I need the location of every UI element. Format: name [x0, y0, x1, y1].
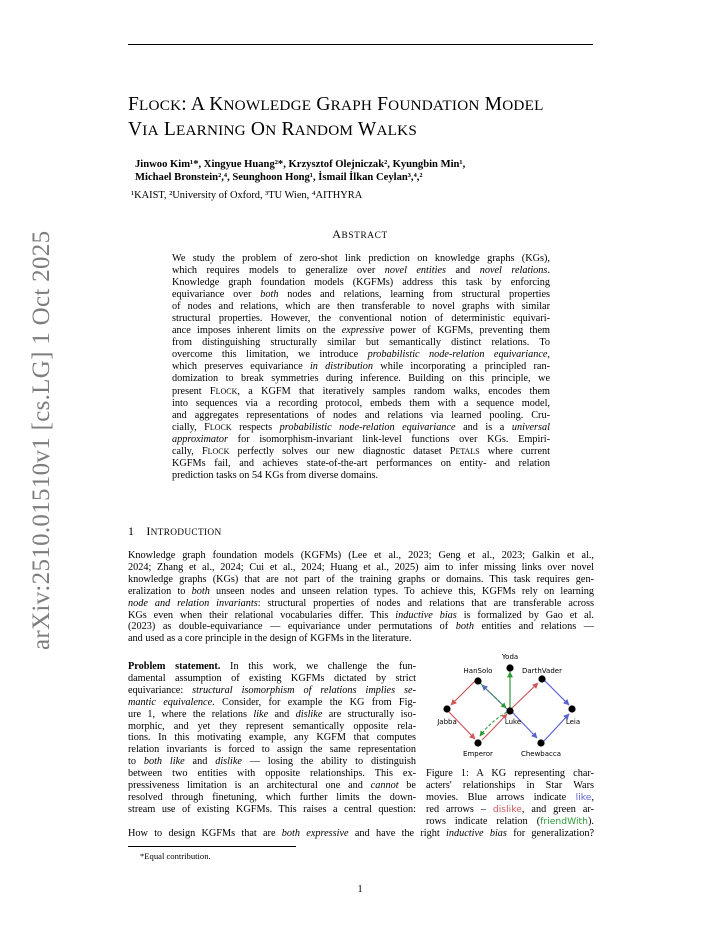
arxiv-stamp: arXiv:2510.01510v1 [cs.LG] 1 Oct 2025	[28, 230, 55, 650]
text-line: cially, FLOCK respects probabilistic node-relation equivariance and is a universal	[172, 421, 550, 433]
text-line: equivariance over both nodes and relations, learning from structural properties	[172, 289, 550, 301]
text-line: between two entities with opposite relationships. This ex-	[128, 768, 416, 780]
section-heading-introduction	[128, 524, 222, 539]
text-line: approximator for isomorphism-invariant link-level functions over KGs. Empiri-	[172, 433, 550, 445]
caption-text: ).	[588, 815, 594, 827]
edge-hansolo-jabba	[451, 680, 476, 705]
header-rule	[128, 44, 593, 45]
text-line: damental assumption of existing KGFMs dictated by strict	[128, 672, 416, 684]
footnote-rule	[128, 846, 296, 847]
label-leia: Leia	[565, 718, 581, 726]
text-line: eralization to both unseen nodes and unseen relation types. To achieve this, KGFMs rely on learning	[128, 585, 594, 597]
label-chewbacca: Chewbacca	[520, 750, 562, 758]
section-title: INTRODUCTION	[146, 524, 222, 538]
text-line: node and relation invariants: structural properties of nodes and relations that are transferable across	[128, 597, 594, 609]
edge-emperor-luke	[482, 714, 507, 740]
text-line: Problem statement. In this work, we challenge the fun-	[128, 661, 417, 672]
authors-line-2: Michael Bronstein²,⁴, Seunghoon Hong¹, İsmail İlkan Ceylan³,⁴,²	[135, 172, 423, 183]
label-hansolo: HanSolo	[463, 667, 493, 675]
node-hansolo	[474, 677, 481, 684]
figure-1-knowledge-graph	[430, 648, 596, 762]
abstract-heading: ABSTRACT	[332, 227, 388, 241]
text-line: ance imposes inherent limits on the expressive power of KGFMs, preventing them	[172, 325, 550, 337]
text-line: Knowledge graph foundation models (KGFMs) address this task by enforcing	[172, 277, 550, 289]
text-line: KGs even when their relational vocabularies differ. This inductive bias is formalized by Gao et al.	[128, 609, 594, 621]
caption-line	[426, 816, 594, 828]
node-darthvader	[538, 675, 545, 682]
edge-darthvader-leia	[544, 680, 569, 705]
text-line: from distinguishing structurally similar but semantically distinct relations. To	[172, 337, 550, 349]
text-line: We study the problem of zero-shot link prediction on knowledge graphs (KGs),	[172, 253, 550, 264]
text-line: structural properties. However, the conventional notion of deterministic equivari-	[172, 313, 550, 325]
text-line: which preserves equivariance in distribution while incorporating a principled ran-	[172, 361, 550, 373]
label-emperor: Emperor	[463, 750, 493, 758]
text-line: of nodes and relations, which are then transferable to novel graphs with similar	[172, 301, 550, 313]
section-number: 1	[128, 524, 135, 538]
abstract-body	[172, 253, 550, 482]
caption-text: movies. Blue arrows indicate	[426, 791, 576, 803]
authors-line-1: Jinwoo Kim¹*, Xingyue Huang²*, Krzysztof Olejniczak², Kyungbin Min¹,	[135, 159, 466, 170]
text-line: resolved through finetuning, which further limits the down-	[128, 791, 416, 803]
edge-luke-darthvader	[511, 683, 538, 709]
node-leia	[568, 705, 575, 712]
text-line: cally, FLOCK perfectly solves our new diagnostic dataset PETALS where current	[172, 445, 550, 457]
caption-line	[426, 792, 594, 804]
node-jabba	[443, 705, 450, 712]
like-term: like	[575, 791, 592, 803]
label-jabba: Jabba	[437, 718, 457, 726]
text-line: and aggregates representations of nodes and relations via learned pooling. Cru-	[172, 409, 550, 421]
text-line: present FLOCK, a KGFM that iteratively samples random walks, encodes them	[172, 385, 550, 397]
caption-line: acters' relationships in Star Wars	[426, 779, 594, 791]
text-line: relation invariants is forced to assign the same representation	[128, 744, 416, 756]
text-line: (2023) as double-equivariance — equivariance under permutations of both entities and relations —	[128, 621, 594, 633]
text-line: stream use of existing KGFMs. This raises a central question:	[128, 803, 416, 815]
problem-heading: Problem statement.	[128, 661, 221, 672]
paper-title	[128, 93, 544, 143]
author-list	[135, 158, 465, 184]
text-line: 2024; Zhang et al., 2024; Cui et al., 2024; Huang et al., 2025) aim to infer missing links over novel	[128, 561, 594, 573]
introduction-paragraph	[128, 550, 594, 645]
text-line: tions. In this motivating example, any KGFM that computes	[128, 732, 416, 744]
friendwith-term: friendWith	[540, 815, 589, 827]
text-line: which requires models to generalize over novel entities and novel relations.	[172, 265, 550, 277]
text-line: ure 1, where the relations like and dislike are structurally iso-	[128, 708, 416, 720]
caption-line: Figure 1: A KG representing char-	[426, 768, 594, 779]
node-emperor	[474, 739, 481, 746]
label-luke: Luke	[504, 718, 522, 726]
text-line: morphic, and yet they represent semantically opposite rela-	[128, 720, 416, 732]
text-line: equivariance: structural isomorphism of relations implies se-	[128, 684, 416, 696]
affiliations: ¹KAIST, ²University of Oxford, ³TU Wien, ⁴AITHYRA	[131, 190, 363, 201]
text-line: KGFMs fail, and achieves state-of-the-art performances on entity- and relation	[172, 457, 550, 469]
text-line: domization to break symmetries during inference. Building on this principle, we	[172, 373, 550, 385]
edge-luke-emperor	[480, 712, 507, 736]
problem-statement-paragraph	[128, 661, 416, 816]
caption-text: , and green ar-	[521, 803, 594, 815]
central-question-line: How to design KGFMs that are both expressive and have the right inductive bias for generalization?	[128, 828, 595, 839]
text-line: and used as a core principle in the design of KGFMs in the literature.	[128, 633, 412, 645]
text-line: into sequences via a recording protocol, embeds them with a sequence model,	[172, 397, 550, 409]
edge-hansolo-luke	[480, 683, 506, 708]
title-line-2: VIA LEARNING ON RANDOM WALKS	[128, 119, 418, 140]
caption-text: rows indicate relation (	[426, 815, 541, 827]
node-chewbacca	[537, 739, 544, 746]
text-line: Knowledge graph foundation models (KGFMs) (Lee et al., 2023; Geng et al., 2023; Galkin et al.,	[128, 550, 594, 561]
caption-text: ,	[591, 791, 594, 803]
page-number: 1	[357, 884, 363, 895]
node-luke	[506, 707, 513, 714]
label-darthvader: DarthVader	[522, 667, 562, 675]
figure-1-caption	[426, 768, 594, 828]
text-line: knowledge graphs (KGs) that are not part of the training graphs or domains. This task requires gen-	[128, 573, 594, 585]
text-line: to both like and dislike — losing the ability to distinguish	[128, 756, 416, 768]
text-line: mantic equivalence. Consider, for example the KG from Fig-	[128, 696, 417, 708]
caption-text: red arrows –	[426, 803, 493, 815]
caption-line	[426, 804, 594, 816]
text-line: pressiveness limitation is an architectural one and cannot be	[128, 780, 416, 792]
node-yoda	[506, 664, 513, 671]
title-line-1: FLOCK: A KNOWLEDGE GRAPH FOUNDATION MODEL	[128, 94, 544, 115]
label-yoda: Yoda	[501, 653, 519, 661]
dislike-term: dislike	[492, 803, 522, 815]
footnote: *Equal contribution.	[140, 851, 211, 861]
text-line: overcome this limitation, we introduce probabilistic node-relation equivariance,	[172, 349, 550, 361]
text-line: prediction tasks on 54 KGs from diverse domains.	[172, 469, 379, 481]
